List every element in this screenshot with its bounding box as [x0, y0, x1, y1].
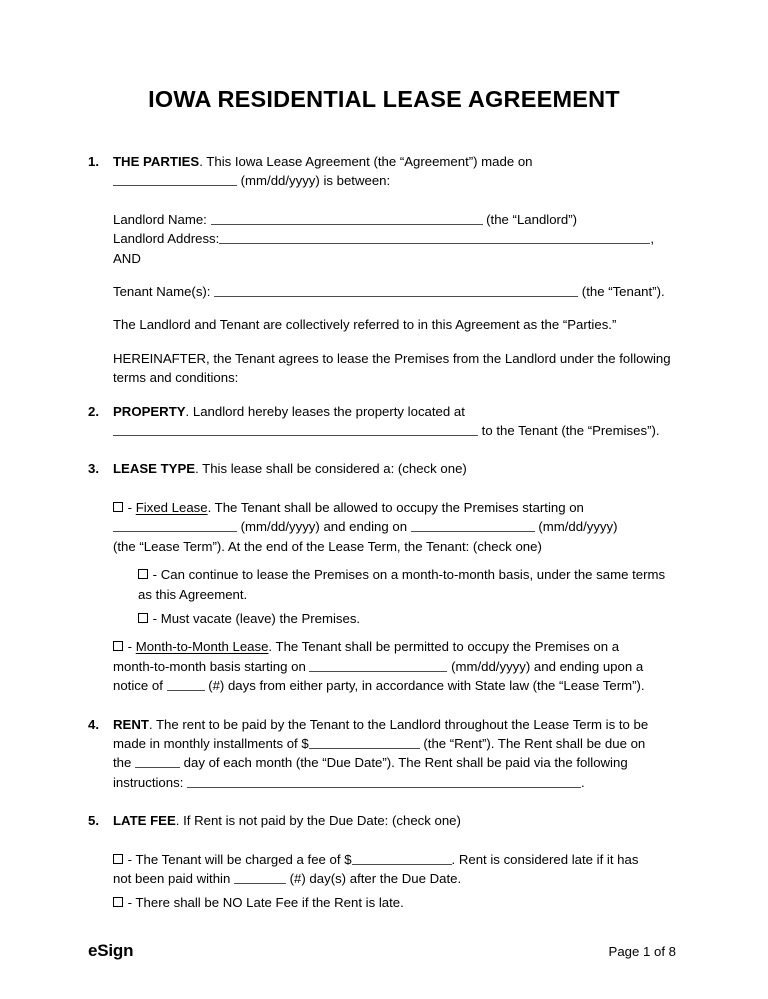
late-fee-intro-line	[113, 811, 676, 830]
clause-late-fee	[88, 811, 676, 830]
property-address-suffix: to the Tenant (the “Premises”).	[478, 423, 660, 439]
landlord-address-label: Landlord Address:	[113, 231, 220, 247]
property-address-line	[113, 421, 676, 440]
landlord-name-blank[interactable]	[211, 210, 483, 225]
fixed-end-date-blank[interactable]	[411, 517, 535, 532]
late-fee-grace-suffix: (#) day(s) after the Due Date.	[285, 870, 462, 886]
page-number: Page 1 of 8	[608, 944, 676, 959]
clause-body	[113, 715, 676, 793]
checkbox-icon[interactable]	[138, 569, 148, 579]
clause-body	[113, 811, 676, 830]
clause-body	[113, 402, 676, 441]
option-dash: -	[127, 639, 136, 655]
clause-body	[113, 152, 676, 388]
fixed-lease-suboptions	[138, 565, 676, 628]
parties-intro-line	[113, 152, 676, 171]
mtm-start-date-blank[interactable]	[309, 657, 447, 672]
property-intro-line	[113, 402, 676, 421]
clause-heading: THE PARTIES	[113, 154, 200, 169]
suboption-must-vacate[interactable]	[138, 609, 676, 628]
clause-body	[113, 459, 676, 478]
tenant-name-line	[113, 282, 676, 301]
rent-instructions-suffix: .	[581, 774, 585, 790]
option-dash: -	[127, 851, 136, 867]
clause-number: 2.	[88, 403, 99, 419]
rent-amount-blank[interactable]	[309, 734, 420, 749]
rent-intro-line	[113, 715, 676, 734]
suboption-dash: -	[152, 610, 161, 626]
late-fee-prefix: The Tenant will be charged a fee of $	[135, 851, 352, 867]
clause-heading: PROPERTY	[113, 403, 186, 419]
lease-type-intro-text: . This lease shall be considered a: (check one)	[195, 461, 467, 477]
mtm-notice-prefix: notice of	[113, 678, 167, 694]
option-label: Fixed Lease	[135, 499, 208, 515]
rent-intro-text: . The rent to be paid by the Tenant to the Landlord throughout the Lease Term is to be	[148, 716, 649, 732]
tenant-name-blank[interactable]	[214, 282, 578, 297]
fixed-dates-end: (mm/dd/yyyy)	[534, 519, 618, 535]
tenant-name-suffix: (the “Tenant”).	[578, 284, 665, 300]
rent-amount-line	[113, 734, 676, 753]
late-fee-amount-blank[interactable]	[352, 850, 452, 865]
clause-lease-type	[88, 459, 676, 478]
rent-instructions-blank[interactable]	[187, 773, 581, 788]
checkbox-icon[interactable]	[113, 897, 123, 907]
landlord-name-label: Landlord Name:	[113, 211, 211, 227]
fixed-start-date-blank[interactable]	[113, 517, 237, 532]
mtm-start-suffix: (mm/dd/yyyy) and ending upon a	[447, 658, 644, 674]
suboption-text: Must vacate (leave) the Premises.	[160, 610, 361, 626]
clause-heading: LEASE TYPE	[113, 461, 196, 477]
property-intro-text: . Landlord hereby leases the property located at	[185, 403, 465, 419]
checkbox-icon[interactable]	[113, 854, 123, 864]
clause-number: 4.	[88, 716, 99, 732]
rent-amount-prefix: made in monthly installments of $	[113, 735, 309, 751]
rent-instructions-prefix: instructions:	[113, 774, 188, 790]
fixed-lease-dates-line	[113, 517, 676, 536]
tenant-name-label: Tenant Name(s):	[113, 284, 215, 300]
option-text: . The Tenant shall be allowed to occupy the Premises starting on	[207, 499, 584, 515]
rent-duedate-prefix: the	[113, 755, 135, 771]
rent-amount-suffix: (the “Rent”). The Rent shall be due on	[419, 735, 646, 751]
hereinafter-paragraph: HEREINAFTER, the Tenant agrees to lease the Premises from the Landlord under the following terms and conditions:	[113, 350, 671, 386]
option-no-late-fee[interactable]	[113, 893, 676, 912]
landlord-address-blank[interactable]	[219, 229, 650, 244]
lease-type-options	[113, 498, 676, 696]
clause-property	[88, 402, 676, 441]
agreement-date-blank[interactable]	[113, 171, 237, 186]
checkbox-icon[interactable]	[138, 613, 148, 623]
option-month-to-month-lease[interactable]	[113, 637, 676, 656]
option-text: . The Tenant shall be permitted to occupy the Premises on a	[268, 639, 620, 655]
document-body	[88, 152, 676, 913]
parties-intro-text: . This Iowa Lease Agreement (the “Agreement”) made on	[199, 154, 533, 169]
suboption-continue-month-to-month[interactable]	[138, 565, 676, 604]
parties-date-line	[113, 171, 676, 190]
mtm-start-line	[113, 657, 676, 676]
fixed-lease-term-line: (the “Lease Term”). At the end of the Lease Term, the Tenant: (check one)	[113, 538, 542, 554]
option-dash: -	[127, 499, 136, 515]
landlord-name-suffix: (the “Landlord”)	[482, 211, 578, 227]
clause-the-parties	[88, 152, 676, 388]
late-fee-suffix: . Rent is considered late if it has	[451, 851, 639, 867]
rent-duedate-line	[113, 753, 676, 772]
landlord-address-suffix: , AND	[113, 231, 654, 266]
checkbox-icon[interactable]	[113, 641, 123, 651]
property-address-blank[interactable]	[113, 421, 478, 436]
clause-heading: LATE FEE	[113, 813, 176, 829]
clause-number: 3.	[88, 461, 99, 477]
suboption-dash: -	[152, 567, 161, 583]
late-fee-intro-text: . If Rent is not paid by the Due Date: (check one)	[175, 813, 461, 829]
parties-collective-paragraph: The Landlord and Tenant are collectively referred to in this Agreement as the “Parties.”	[113, 317, 617, 333]
rent-instructions-line	[113, 773, 676, 792]
late-fee-grace-prefix: not been paid within	[113, 870, 234, 886]
mtm-notice-days-blank[interactable]	[167, 676, 205, 691]
option-late-fee-charged[interactable]	[113, 850, 676, 869]
option-label: Month-to-Month Lease	[135, 639, 269, 655]
lease-type-intro-line	[113, 459, 676, 478]
late-fee-options	[113, 850, 676, 913]
page-footer	[88, 941, 676, 961]
esign-logo: eSign	[88, 941, 134, 960]
option-text: There shall be NO Late Fee if the Rent is late.	[135, 895, 404, 911]
suboption-text: Can continue to lease the Premises on a month-to-month basis, under the same terms as this Agreement.	[138, 567, 666, 602]
checkbox-icon[interactable]	[113, 502, 123, 512]
page-title: IOWA RESIDENTIAL LEASE AGREEMENT	[148, 86, 620, 112]
clause-number: 1.	[88, 154, 99, 169]
mtm-notice-line	[113, 676, 676, 695]
mtm-start-prefix: month-to-month basis starting on	[113, 658, 310, 674]
option-dash: -	[127, 895, 136, 911]
fixed-dates-mid: (mm/dd/yyyy) and ending on	[237, 519, 411, 535]
parties-date-suffix: (mm/dd/yyyy) is between:	[237, 173, 391, 189]
clause-number: 5.	[88, 813, 99, 829]
option-fixed-lease[interactable]	[113, 498, 676, 517]
rent-duedate-suffix: day of each month (the “Due Date”). The Rent shall be paid via the following	[180, 755, 628, 771]
clause-rent	[88, 715, 676, 793]
late-fee-grace-days-blank[interactable]	[234, 869, 286, 884]
landlord-name-line	[113, 210, 676, 229]
late-fee-grace-line	[113, 869, 676, 888]
rent-due-day-blank[interactable]	[135, 753, 180, 768]
clause-heading: RENT	[113, 716, 149, 732]
mtm-notice-suffix: (#) days from either party, in accordance with State law (the “Lease Term”).	[204, 678, 645, 694]
landlord-address-line	[113, 229, 676, 268]
